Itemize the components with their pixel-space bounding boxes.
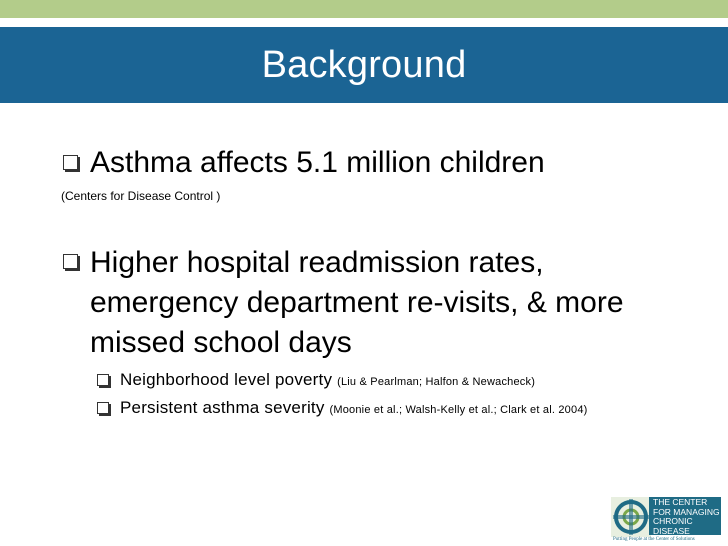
slide-title: Background <box>261 43 467 86</box>
logo-line: CHRONIC DISEASE <box>653 516 693 536</box>
bullet-line: emergency department re-visits, & more <box>90 286 624 319</box>
sub-bullet <box>120 398 588 418</box>
sub-bullet-text: Persistent asthma severity <box>120 398 325 417</box>
checkbox-bullet-icon <box>63 155 78 170</box>
logo-text <box>649 497 721 535</box>
bullet-text-block <box>90 243 690 363</box>
bullet-citation: (Centers for Disease Control ) <box>61 189 221 203</box>
sub-bullet-citation: (Liu & Pearlman; Halfon & Newacheck) <box>337 376 536 388</box>
organization-logo <box>611 497 721 543</box>
sub-bullet-citation: (Moonie et al.; Walsh-Kelly et al.; Clark et al. 2004) <box>329 404 588 416</box>
bullet-line: missed school days <box>90 326 352 359</box>
logo-line: FOR MANAGING <box>653 506 720 517</box>
bullet-line: Higher hospital readmission rates, <box>90 246 544 279</box>
top-accent-strip <box>0 0 728 18</box>
logo-line: THE CENTER <box>653 497 708 507</box>
sub-bullet <box>120 370 535 390</box>
logo-emblem-icon <box>611 497 651 537</box>
checkbox-bullet-icon <box>63 254 78 269</box>
title-bar <box>0 27 728 103</box>
checkbox-bullet-icon <box>97 402 109 414</box>
sub-bullet-text: Neighborhood level poverty <box>120 370 333 389</box>
logo-tagline: Putting People at the Center of Solutions <box>613 537 695 542</box>
bullet-text: Asthma affects 5.1 million children <box>90 146 545 179</box>
checkbox-bullet-icon <box>97 374 109 386</box>
